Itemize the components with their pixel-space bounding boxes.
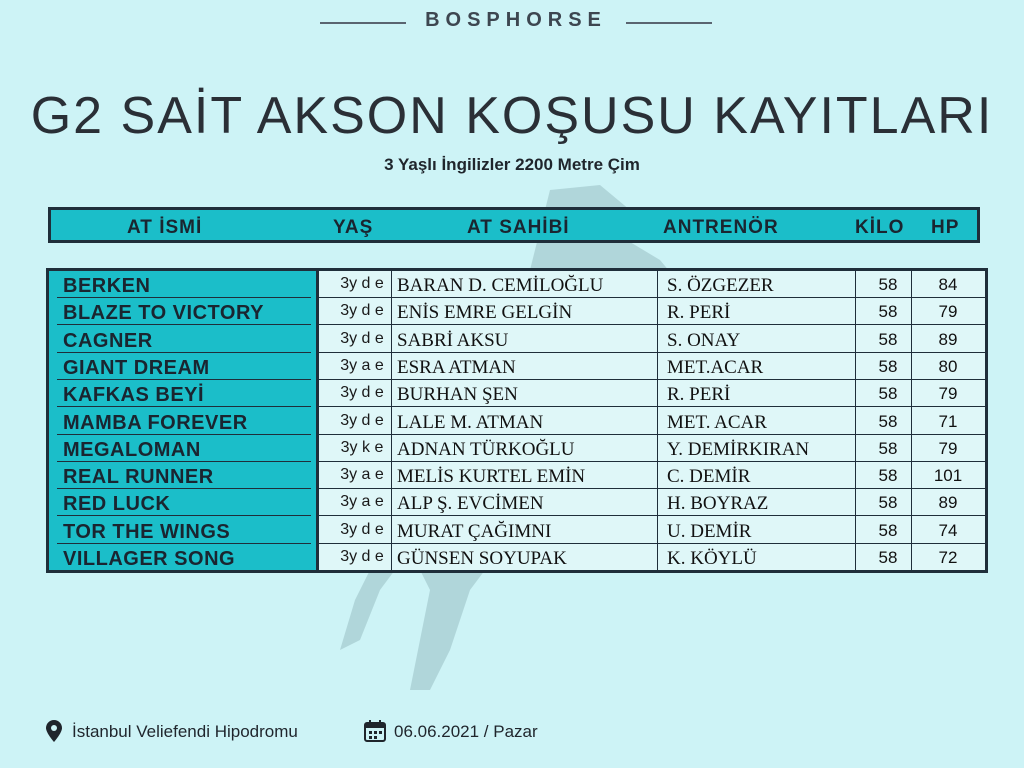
page-subtitle: 3 Yaşlı İngilizler 2200 Metre Çim xyxy=(384,155,640,174)
horse-trainer: R. PERİ xyxy=(667,302,731,324)
horse-trainer: U. DEMİR xyxy=(667,520,752,542)
horse-hp: 71 xyxy=(938,411,958,431)
horse-kilo: 58 xyxy=(878,520,898,540)
horse-hp: 79 xyxy=(938,302,958,322)
horse-kilo: 58 xyxy=(878,329,898,349)
horse-owner: GÜNSEN SOYUPAK xyxy=(397,548,567,569)
header-trainer: ANTRENÖR xyxy=(663,217,779,238)
table-row xyxy=(49,517,985,544)
header-kilo: KİLO xyxy=(855,217,905,238)
horse-age: 3y d e xyxy=(340,275,384,292)
horse-hp: 84 xyxy=(938,275,958,294)
entries-table xyxy=(46,268,988,573)
brand-divider-left xyxy=(320,22,406,24)
horse-name: MAMBA FOREVER xyxy=(63,411,248,434)
table-row xyxy=(49,271,985,298)
horse-kilo: 58 xyxy=(878,493,898,513)
table-row xyxy=(49,326,985,353)
table-row xyxy=(49,408,985,435)
horse-name: GIANT DREAM xyxy=(63,356,210,379)
horse-age: 3y d e xyxy=(340,411,384,429)
horse-name: MEGALOMAN xyxy=(63,438,201,461)
header-hp: HP xyxy=(931,217,960,238)
horse-kilo: 58 xyxy=(878,466,898,486)
header-name: AT İSMİ xyxy=(127,217,203,238)
horse-name: CAGNER xyxy=(63,329,153,352)
table-row xyxy=(49,380,985,407)
horse-owner: ADNAN TÜRKOĞLU xyxy=(397,438,575,460)
brand-name: BOSPHORSE xyxy=(425,9,607,31)
horse-hp: 89 xyxy=(938,329,958,349)
horse-age: 3y d e xyxy=(340,302,384,320)
brand-header xyxy=(0,8,1024,38)
horse-name: RED LUCK xyxy=(63,493,171,516)
horse-kilo: 58 xyxy=(878,411,898,431)
table-row xyxy=(49,435,985,462)
horse-age: 3y d e xyxy=(340,329,384,347)
horse-kilo: 58 xyxy=(878,302,898,322)
horse-hp: 74 xyxy=(938,520,958,540)
horse-owner: ALP Ş. EVCİMEN xyxy=(397,493,544,515)
horse-trainer: K. KÖYLÜ xyxy=(667,548,757,569)
horse-age: 3y d e xyxy=(340,548,384,565)
horse-owner: MELİS KURTEL EMİN xyxy=(397,466,586,488)
header-owner: AT SAHİBİ xyxy=(467,217,570,238)
horse-kilo: 58 xyxy=(878,548,898,567)
horse-kilo: 58 xyxy=(878,356,898,376)
table-row xyxy=(49,353,985,380)
horse-owner: MURAT ÇAĞIMNI xyxy=(397,520,552,542)
header-age: YAŞ xyxy=(333,217,374,238)
horse-trainer: MET.ACAR xyxy=(667,356,764,378)
table-row xyxy=(49,489,985,516)
horse-trainer: Y. DEMİRKIRAN xyxy=(667,438,810,460)
horse-owner: BARAN D. CEMİLOĞLU xyxy=(397,275,604,296)
horse-name: BERKEN xyxy=(63,275,151,297)
horse-owner: BURHAN ŞEN xyxy=(397,384,518,406)
horse-trainer: S. ÖZGEZER xyxy=(667,275,774,296)
horse-name: VILLAGER SONG xyxy=(63,548,236,570)
table-header-bar xyxy=(48,207,980,243)
horse-kilo: 58 xyxy=(878,384,898,404)
horse-age: 3y a e xyxy=(340,466,384,484)
horse-trainer: S. ONAY xyxy=(667,329,741,351)
horse-owner: ESRA ATMAN xyxy=(397,356,516,378)
horse-hp: 79 xyxy=(938,384,958,404)
horse-age: 3y a e xyxy=(340,493,384,511)
horse-hp: 101 xyxy=(933,466,963,486)
horse-hp: 79 xyxy=(938,438,958,458)
venue-name: İstanbul Veliefendi Hipodromu xyxy=(72,722,298,741)
horse-age: 3y d e xyxy=(340,520,384,538)
horse-hp: 89 xyxy=(938,493,958,513)
horse-owner: LALE M. ATMAN xyxy=(397,411,544,433)
table-row xyxy=(49,298,985,325)
horse-trainer: C. DEMİR xyxy=(667,466,751,488)
horse-age: 3y k e xyxy=(340,438,384,456)
horse-hp: 72 xyxy=(938,548,958,567)
horse-age: 3y a e xyxy=(340,356,384,374)
horse-trainer: MET. ACAR xyxy=(667,411,767,433)
race-date: 06.06.2021 / Pazar xyxy=(394,722,538,741)
horse-name: REAL RUNNER xyxy=(63,466,214,489)
horse-age: 3y d e xyxy=(340,384,384,402)
horse-owner: ENİS EMRE GELGİN xyxy=(397,302,573,324)
horse-hp: 80 xyxy=(938,356,958,376)
map-pin-icon xyxy=(46,720,62,742)
horse-trainer: H. BOYRAZ xyxy=(667,493,769,515)
table-row xyxy=(49,544,985,571)
horse-name: TOR THE WINGS xyxy=(63,520,231,543)
horse-kilo: 58 xyxy=(878,438,898,458)
horse-name: BLAZE TO VICTORY xyxy=(63,302,264,325)
table-row xyxy=(49,462,985,489)
horse-owner: SABRİ AKSU xyxy=(397,329,509,351)
horse-trainer: R. PERİ xyxy=(667,384,731,406)
horse-kilo: 58 xyxy=(878,275,898,294)
calendar-icon xyxy=(364,720,386,742)
horse-name: KAFKAS BEYİ xyxy=(63,384,205,407)
brand-divider-right xyxy=(626,22,712,24)
page-title: G2 SAİT AKSON KOŞUSU KAYITLARI xyxy=(30,87,994,145)
